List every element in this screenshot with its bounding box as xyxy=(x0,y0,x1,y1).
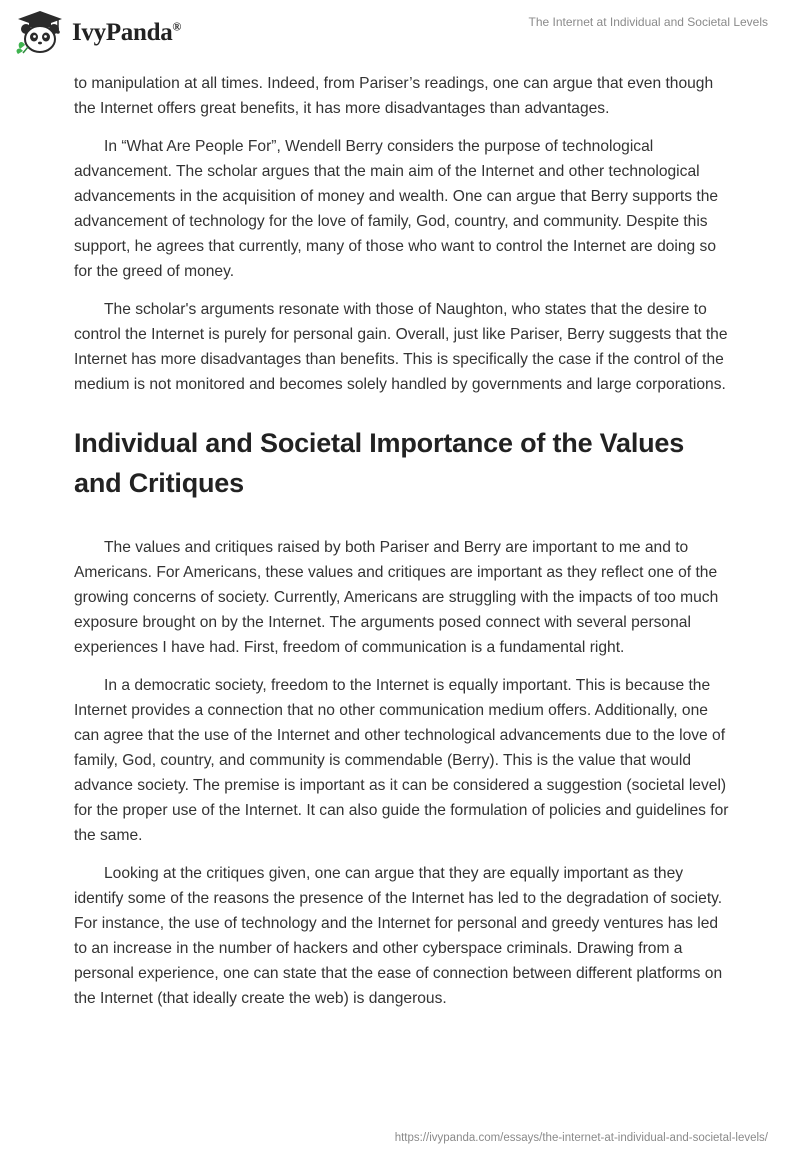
document-title: The Internet at Individual and Societal Levels xyxy=(528,15,768,29)
paragraph: In “What Are People For”, Wendell Berry considers the purpose of technological advancement. The scholar argues that the main aim of the Internet and other technological advancements in the acquisition of money and wealth. One can argue that Berry supports the advancement of technology for the love of family, God, country, and community. Despite this support, he agrees that currently, many of those who want to control the Internet are doing so for the greed of money. xyxy=(74,138,719,280)
paragraph: The scholar's arguments resonate with those of Naughton, who states that the desire to control the Internet is purely for personal gain. Overall, just like Pariser, Berry suggests that the Internet has more disadvantages than benefits. This is specifically the case if the control of the medium is not monitored and becomes solely handled by governments and large corporations. xyxy=(74,301,728,393)
essay-body xyxy=(74,71,730,1024)
paragraph: In a democratic society, freedom to the Internet is equally important. This is because the Internet provides a connection that no other communication medium offers. Additionally, one can agree that the use of the Internet and other technological advancements due to the love of family, God, country, and community is commendable (Berry). This is the value that would advance society. The premise is important as it can be considered a suggestion (societal level) for the proper use of the Internet. It can also guide the formulation of policies and guidelines for the same. xyxy=(74,677,729,844)
source-url[interactable]: https://ivypanda.com/essays/the-internet-at-individual-and-societal-levels/ xyxy=(394,1132,768,1144)
page-header xyxy=(0,0,800,70)
panda-mascot-icon xyxy=(14,9,66,57)
paragraph: to manipulation at all times. Indeed, from Pariser’s readings, one can argue that even though the Internet offers great benefits, it has more disadvantages than advantages. xyxy=(74,75,714,117)
brand-name: IvyPanda® xyxy=(72,19,182,46)
section-heading: Individual and Societal Importance of the Values and Critiques xyxy=(74,428,685,498)
ivypanda-logo[interactable] xyxy=(14,8,181,58)
paragraph: Looking at the critiques given, one can argue that they are equally important as they identify some of the reasons the presence of the Internet has led to the degradation of society. For instance, the use of technology and the Internet for personal and greedy ventures has led to an increase in the number of hackers and other cyberspace criminals. Drawing from a personal experience, one can state that the ease of connection between different platforms on the Internet (that ideally create the web) is dangerous. xyxy=(74,865,723,1007)
paragraph: The values and critiques raised by both Pariser and Berry are important to me and to Americans. For Americans, these values and critiques are important as they reflect one of the growing concerns of society. Currently, Americans are struggling with the impacts of too much exposure brought on by the Internet. The arguments posed connect with several personal experiences I have had. First, freedom of communication is a fundamental right. xyxy=(74,539,719,656)
